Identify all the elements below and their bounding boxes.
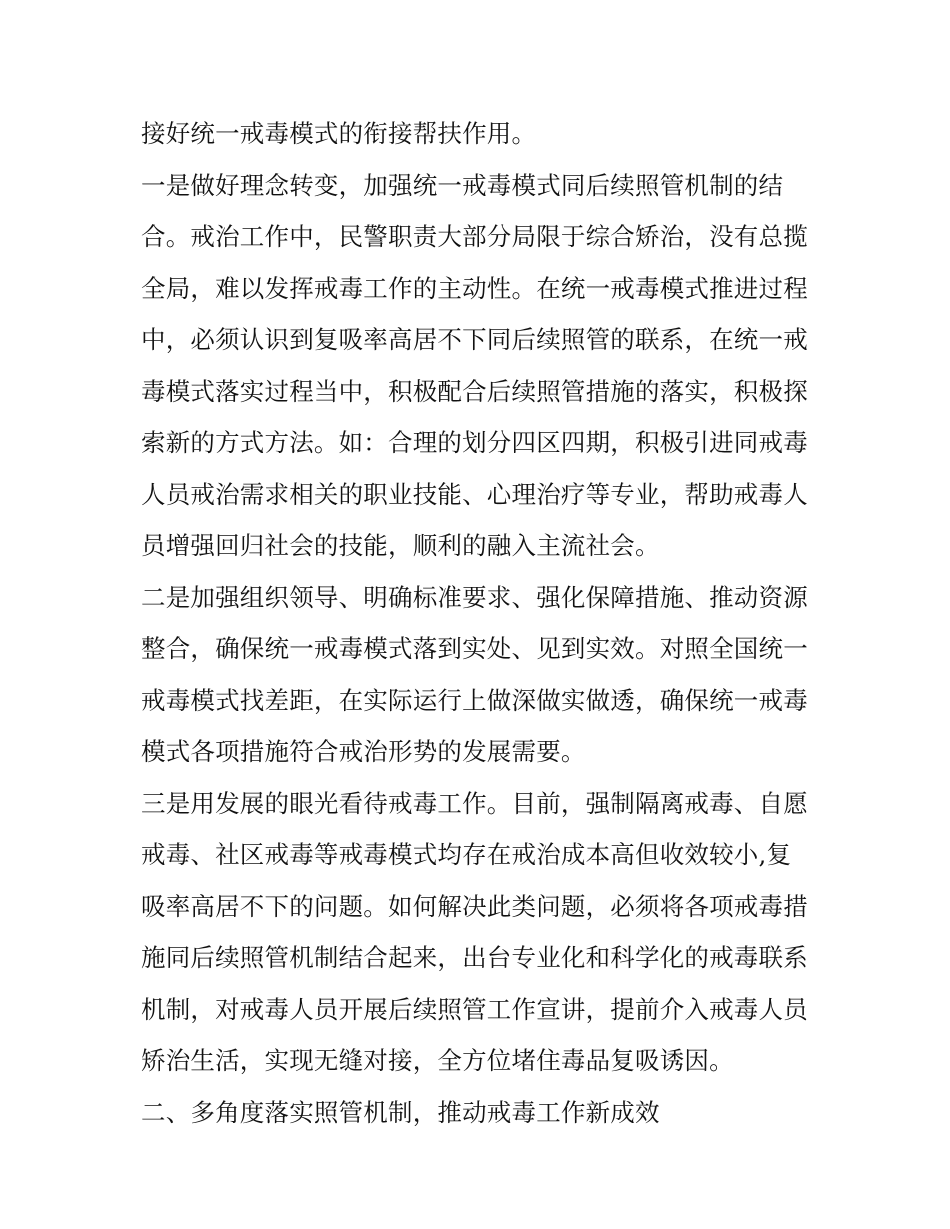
text-line: 二是加强组织领导、明确标准要求、强化保障措施、推动资源: [141, 582, 808, 612]
text-line: 矫治生活，实现无缝对接，全方位堵住毒品复吸诱因。: [141, 1046, 734, 1075]
text-line: 中，必须认识到复吸率高居不下同后续照管的联系，在统一戒: [141, 325, 808, 354]
text-line: 员增强回归社会的技能，顺利的融入主流社会。: [141, 531, 660, 560]
text-line: 整合，确保统一戒毒模式落到实处、见到实效。对照全国统一: [141, 634, 808, 663]
text-line: 毒模式落实过程当中，积极配合后续照管措施的落实，积极探: [141, 376, 808, 406]
text-line: 机制，对戒毒人员开展后续照管工作宣讲，提前介入戒毒人员: [141, 994, 808, 1024]
section-heading: 二、多角度落实照管机制，推动戒毒工作新成效: [141, 1097, 660, 1127]
text-line: 戒毒模式找差距，在实际运行上做深做实做透，确保统一戒毒: [141, 685, 808, 715]
text-line: 戒毒、社区戒毒等戒毒模式均存在戒治成本高但收效较小,复: [141, 840, 792, 869]
text-line: 一是做好理念转变，加强统一戒毒模式同后续照管机制的结: [141, 170, 784, 200]
text-line: 人员戒治需求相关的职业技能、心理治疗等专业，帮助戒毒人: [141, 479, 808, 509]
text-line: 合。戒治工作中，民警职责大部分局限于综合矫治，没有总揽: [141, 222, 808, 251]
body-text: [141, 108, 821, 1138]
text-line: 三是用发展的眼光看待戒毒工作。目前，强制隔离戒毒、自愿: [141, 788, 808, 818]
text-line: 模式各项措施符合戒治形势的发展需要。: [141, 737, 586, 766]
text-line: 接好统一戒毒模式的衔接帮扶作用。: [141, 119, 537, 148]
text-line: 全局，难以发挥戒毒工作的主动性。在统一戒毒模式推进过程: [141, 273, 808, 303]
text-line: 索新的方式方法。如：合理的划分四区四期，积极引进同戒毒: [141, 428, 808, 457]
text-line: 吸率高居不下的问题。如何解决此类问题，必须将各项戒毒措: [141, 891, 808, 921]
text-line: 施同后续照管机制结合起来，出台专业化和科学化的戒毒联系: [141, 943, 808, 972]
